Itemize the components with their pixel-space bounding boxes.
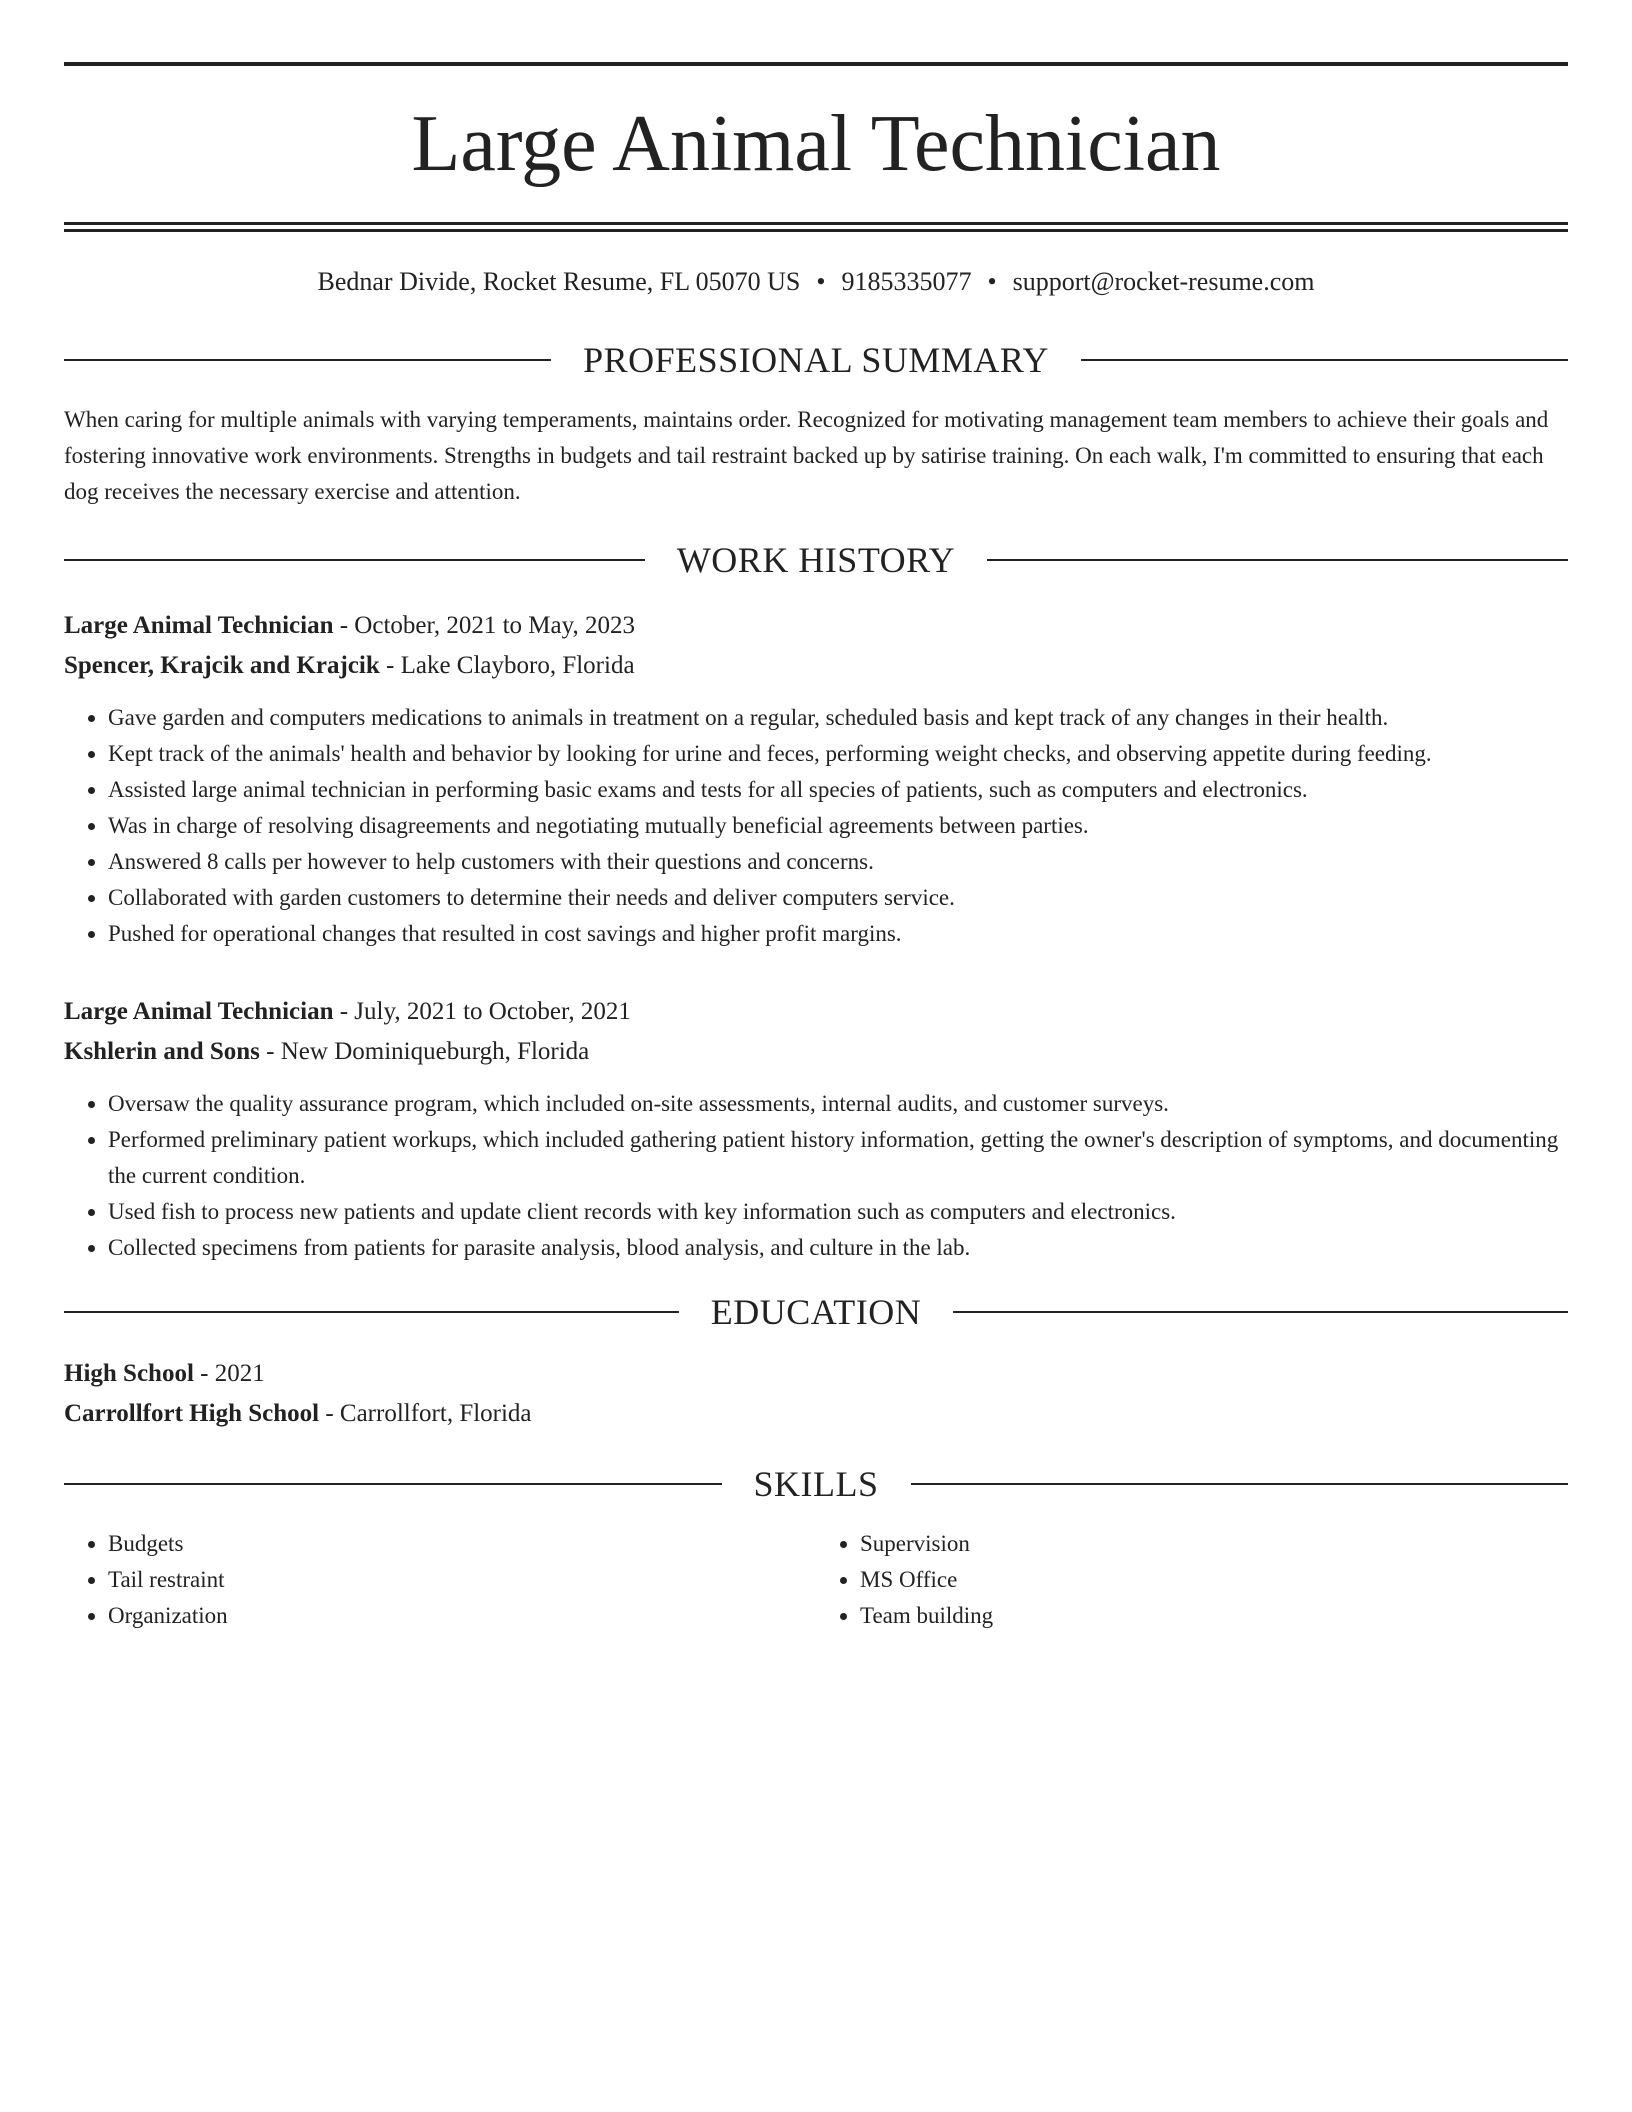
section-heading-work: [64, 540, 1568, 580]
company-line: [64, 646, 1568, 686]
job-title: Large Animal Technician: [64, 612, 334, 639]
heading-rule-right: [953, 1311, 1568, 1313]
degree-name: High School: [64, 1360, 194, 1387]
title-double-rule: [64, 222, 1568, 232]
skills-column-right: [816, 1526, 1568, 1634]
section-heading-label: EDUCATION: [710, 1292, 922, 1332]
contact-address: Bednar Divide, Rocket Resume, FL 05070 US: [317, 267, 801, 296]
work-entry: [64, 606, 1568, 952]
job-title: Large Animal Technician: [64, 998, 334, 1025]
list-item: • Assisted large animal technician in performing basic exams and tests for all species of patients, such as computers and electronics.: [108, 772, 1568, 808]
company-location: - Lake Clayboro, Florida: [379, 652, 635, 679]
job-bullets: [64, 1086, 1568, 1266]
heading-rule-left: [64, 359, 551, 361]
section-heading-summary: [64, 340, 1568, 380]
job-dates: - July, 2021 to October, 2021: [333, 998, 631, 1025]
heading-rule-left: [64, 1311, 679, 1313]
list-item: • Gave garden and computers medications to animals in treatment on a regular, scheduled basis and kept track of any changes in their health.: [108, 700, 1568, 736]
school-location: - Carrollfort, Florida: [319, 1400, 532, 1427]
contact-separator: •: [816, 267, 826, 296]
list-item: • Used fish to process new patients and update client records with key information such as computers and electronics.: [108, 1194, 1568, 1230]
section-heading-education: [64, 1292, 1568, 1332]
company-name: Kshlerin and Sons: [64, 1038, 260, 1065]
skill-item: • Budgets: [108, 1526, 816, 1562]
list-item: • Oversaw the quality assurance program, which included on-site assessments, internal audits, and customer surveys.: [108, 1086, 1568, 1122]
page-title: Large Animal Technician: [411, 100, 1221, 188]
company-name: Spencer, Krajcik and Krajcik: [64, 652, 380, 679]
education-entry: [64, 1354, 1568, 1434]
school-name: Carrollfort High School: [64, 1400, 320, 1427]
summary-text: When caring for multiple animals with varying temperaments, maintains order. Recognized for motivating management team members to achieve their goals and fostering innovative work environments. Strengths in budgets and tail restraint backed up by satirise training. On each walk, I'm committed to ensuring that each dog receives the necessary exercise and attention.: [64, 407, 1549, 504]
school-line: [64, 1394, 1568, 1434]
section-heading-label: SKILLS: [753, 1464, 879, 1504]
skill-item: • Tail restraint: [108, 1562, 816, 1598]
section-heading-label: PROFESSIONAL SUMMARY: [583, 340, 1049, 380]
list-item: • Performed preliminary patient workups, which included gathering patient history information, getting the owner's description of symptoms, and documenting the current condition.: [108, 1122, 1568, 1194]
contact-separator: •: [987, 267, 997, 296]
heading-rule-right: [987, 559, 1568, 561]
skill-item: • Supervision: [860, 1526, 1568, 1562]
job-dates: - October, 2021 to May, 2023: [333, 612, 635, 639]
company-line: [64, 1032, 1568, 1072]
skills-list: [64, 1526, 1568, 1634]
heading-rule-right: [1081, 359, 1568, 361]
job-bullets: [64, 700, 1568, 952]
degree-line: [64, 1354, 1568, 1394]
list-item: • Collected specimens from patients for parasite analysis, blood analysis, and culture in the lab.: [108, 1230, 1568, 1266]
degree-year: - 2021: [193, 1360, 265, 1387]
section-heading-label: WORK HISTORY: [676, 540, 956, 580]
list-item: • Kept track of the animals' health and behavior by looking for urine and feces, performing weight checks, and observing appetite during feeding.: [108, 736, 1568, 772]
skill-item: • MS Office: [860, 1562, 1568, 1598]
skill-item: • Team building: [860, 1598, 1568, 1634]
heading-rule-left: [64, 1483, 722, 1485]
list-item: • Was in charge of resolving disagreements and negotiating mutually beneficial agreements between parties.: [108, 808, 1568, 844]
heading-rule-right: [911, 1483, 1569, 1485]
work-entry: [64, 992, 1568, 1266]
list-item: • Answered 8 calls per however to help customers with their questions and concerns.: [108, 844, 1568, 880]
top-rule: [64, 62, 1568, 66]
heading-rule-left: [64, 559, 645, 561]
job-title-line: [64, 992, 1568, 1032]
skill-item: • Organization: [108, 1598, 816, 1634]
company-location: - New Dominiqueburgh, Florida: [259, 1038, 590, 1065]
section-heading-skills: [64, 1464, 1568, 1504]
skills-column-left: [64, 1526, 816, 1634]
list-item: • Collaborated with garden customers to determine their needs and deliver computers service.: [108, 880, 1568, 916]
job-title-line: [64, 606, 1568, 646]
contact-phone: 9185335077: [841, 267, 972, 296]
contact-email: support@rocket-resume.com: [1012, 267, 1315, 296]
list-item: • Pushed for operational changes that resulted in cost savings and higher profit margins.: [108, 916, 1568, 952]
contact-line: [64, 266, 1568, 298]
